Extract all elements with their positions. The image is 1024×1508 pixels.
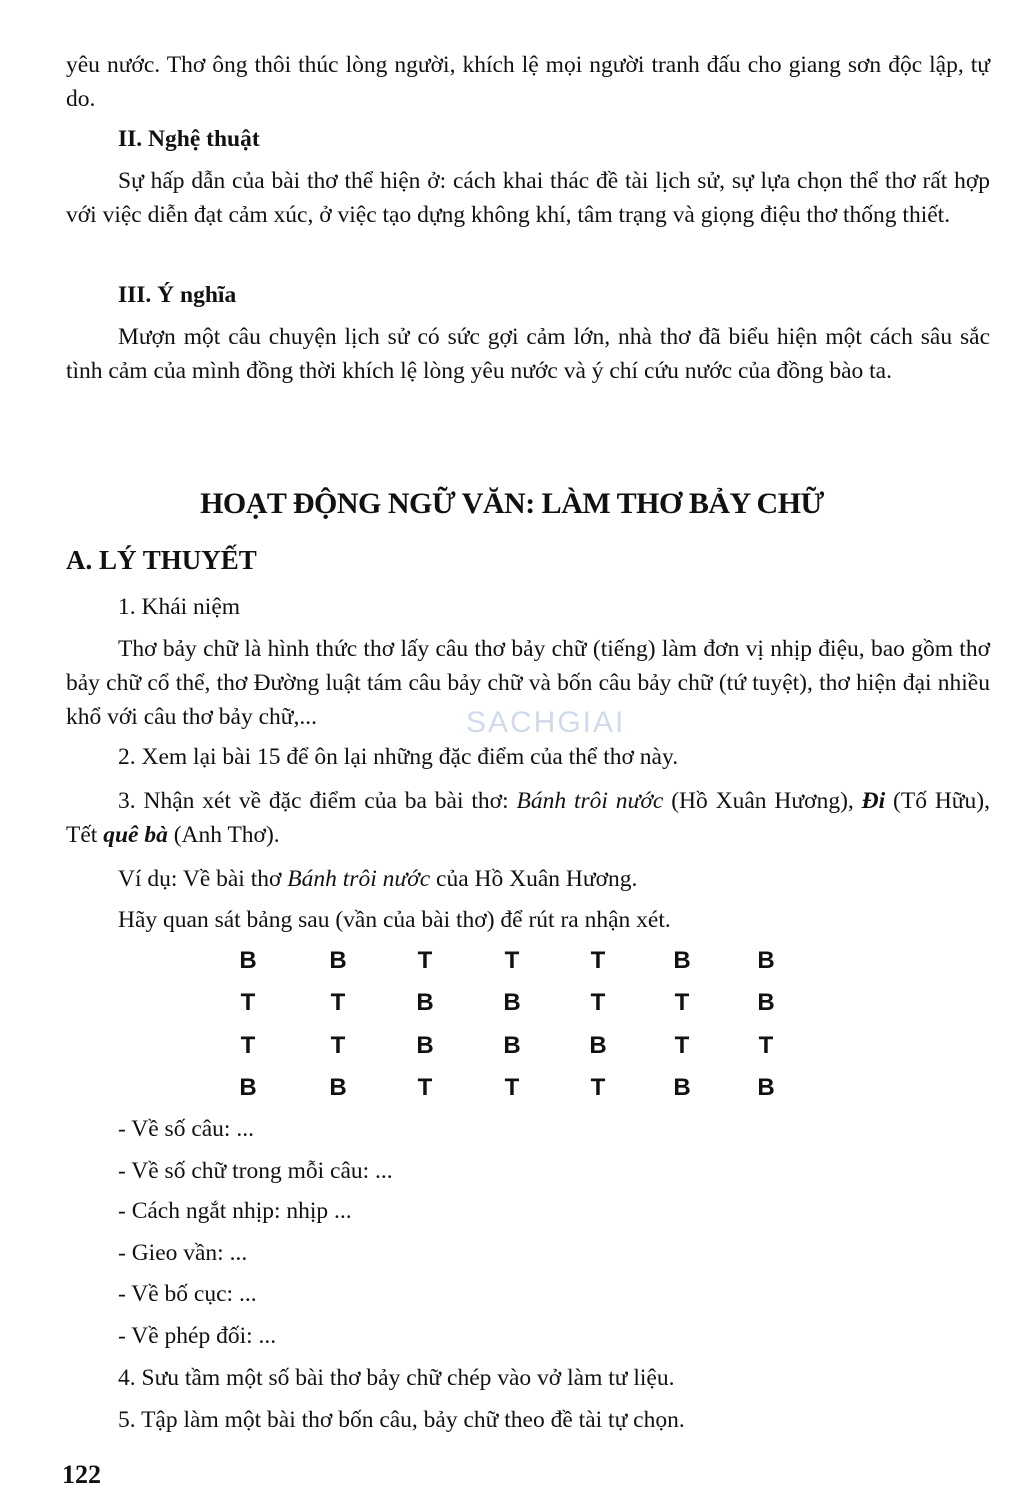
watermark: SACHGIAI xyxy=(466,706,626,739)
checklist-item: - Về bố cục: ... xyxy=(118,1281,257,1307)
tone-cell: T xyxy=(590,1074,606,1101)
intro-paragraph: yêu nước. Thơ ông thôi thúc lòng người, khích lệ mọi người tranh đấu cho giang sơn độc lập, tự do. xyxy=(66,52,990,112)
section-heading-meaning: III. Ý nghĩa xyxy=(118,282,237,308)
tone-cell: T xyxy=(330,1032,346,1059)
item2-text: 2. Xem lại bài 15 để ôn lại những đặc điểm của thể thơ này. xyxy=(118,744,679,770)
tone-cell: T xyxy=(417,1074,433,1101)
tone-cell: B xyxy=(757,1074,775,1101)
tone-cell: B xyxy=(757,947,775,974)
item5-text: 5. Tập làm một bài thơ bốn câu, bảy chữ theo đề tài tự chọn. xyxy=(118,1407,685,1433)
item3-author-2: (Tố Hữu), Tết xyxy=(66,788,990,848)
section-body-meaning: Mượn một câu chuyện lịch sử có sức gợi cảm lớn, nhà thơ đã biểu hiện một cách sâu sắc tình cảm của mình đồng thời khích lệ lòng yêu nước và ý chí cứu nước của đồng bào ta. xyxy=(66,324,990,384)
tone-cell: B xyxy=(503,1032,521,1059)
item1-body: Thơ bảy chữ là hình thức thơ lấy câu thơ bảy chữ (tiếng) làm đơn vị nhịp điệu, bao gồm thơ bảy chữ cổ thể, thơ Đường luật tám câu bảy chữ và bốn câu bảy chữ (tứ tuyệt), thơ hiện đại nhiều khổ với câu thơ bảy chữ,... xyxy=(66,636,990,730)
example-poem-title: Bánh trôi nước xyxy=(287,866,431,892)
tone-cell: T xyxy=(758,1032,774,1059)
poem-title-2: Đi xyxy=(861,788,886,814)
tone-cell: B xyxy=(416,989,434,1016)
tone-cell: T xyxy=(240,989,256,1016)
tone-cell: B xyxy=(757,989,775,1016)
item3-pre: 3. Nhận xét về đặc điểm của ba bài thơ: xyxy=(118,788,517,814)
tone-cell: T xyxy=(504,947,520,974)
tone-cell: B xyxy=(589,1032,607,1059)
checklist-item: - Về số câu: ... xyxy=(118,1116,254,1142)
checklist-item: - Về số chữ trong mỗi câu: ... xyxy=(118,1158,393,1184)
example-pre: Ví dụ: Về bài thơ xyxy=(118,866,288,892)
poem-title-3: quê bà xyxy=(103,822,168,848)
tone-cell: T xyxy=(240,1032,256,1059)
tone-cell: T xyxy=(417,947,433,974)
tone-cell: B xyxy=(239,947,257,974)
part-heading: A. LÝ THUYẾT xyxy=(66,545,257,575)
item3-text xyxy=(66,784,990,852)
tone-cell: T xyxy=(504,1074,520,1101)
item1-heading: 1. Khái niệm xyxy=(118,594,241,620)
tone-cell: T xyxy=(674,1032,690,1059)
tone-cell: B xyxy=(239,1074,257,1101)
tone-cell: B xyxy=(329,1074,347,1101)
example-text xyxy=(118,862,637,896)
chapter-title: HOẠT ĐỘNG NGỮ VĂN: LÀM THƠ BẢY CHỮ xyxy=(200,487,824,520)
poem-title-1: Bánh trôi nước xyxy=(516,788,664,814)
tone-cell: B xyxy=(503,989,521,1016)
checklist-item: - Cách ngắt nhịp: nhịp ... xyxy=(118,1198,352,1224)
item3-author-3: (Anh Thơ). xyxy=(167,822,280,848)
section-body-art: Sự hấp dẫn của bài thơ thể hiện ở: cách khai thác đề tài lịch sử, sự lựa chọn thể thơ rất hợp với việc diễn đạt cảm xúc, ở việc tạo dựng không khí, tâm trạng và giọng điệu thơ thống thiết. xyxy=(66,168,990,228)
tone-cell: B xyxy=(673,1074,691,1101)
page-number: 122 xyxy=(62,1460,101,1489)
checklist-item: - Về phép đối: ... xyxy=(118,1323,277,1349)
tone-cell: B xyxy=(416,1032,434,1059)
example-post: của Hồ Xuân Hương. xyxy=(430,866,638,892)
item3-author-1: (Hồ Xuân Hương), xyxy=(663,788,862,814)
tone-cell: T xyxy=(590,989,606,1016)
tone-cell: T xyxy=(590,947,606,974)
tone-cell: B xyxy=(329,947,347,974)
checklist-item: - Gieo vần: ... xyxy=(118,1240,248,1266)
tone-cell: T xyxy=(674,989,690,1016)
tone-cell: T xyxy=(330,989,346,1016)
tone-cell: B xyxy=(673,947,691,974)
item4-text: 4. Sưu tầm một số bài thơ bảy chữ chép vào vở làm tư liệu. xyxy=(118,1365,675,1391)
observe-text: Hãy quan sát bảng sau (vần của bài thơ) để rút ra nhận xét. xyxy=(118,907,671,933)
section-heading-art: II. Nghệ thuật xyxy=(118,126,260,152)
